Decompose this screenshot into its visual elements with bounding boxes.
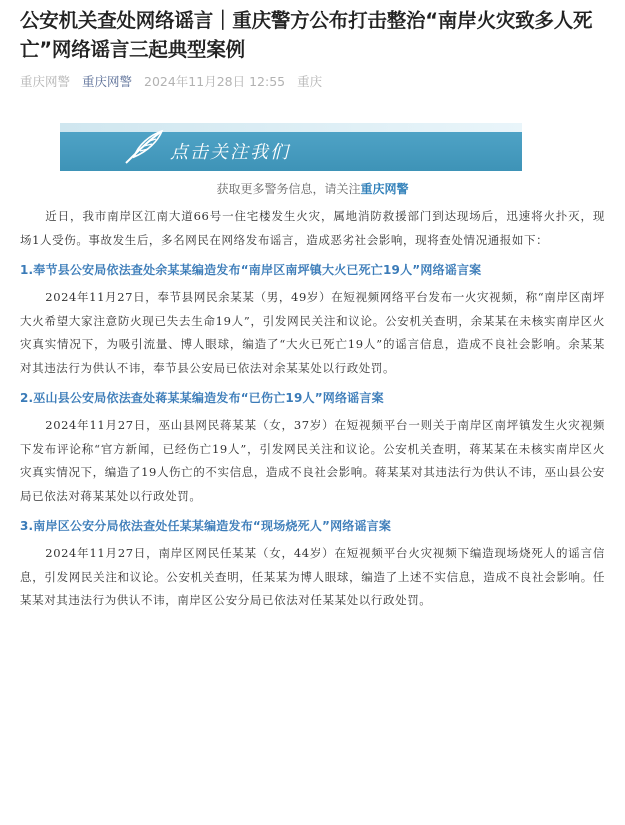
article-meta	[20, 73, 605, 91]
follow-prefix: 获取更多警务信息，请关注	[216, 182, 361, 196]
article-content	[20, 205, 605, 613]
meta-location: 重庆	[297, 74, 323, 89]
case-paragraph: 2024年11月27日，奉节县网民余某某（男，49岁）在短视频网络平台发布一火灾视频，称“南岸区南坪大火希望大家注意防火现已失去生命19人”，引发网民关注和议论。公安机关查明，余某某在未核实南岸区火灾真实情况下，为吸引流量、博人眼球，编造了“大火已死亡19人”的谣言信息，造成不良社会影响。余某某对其违法行为供认不讳，奉节县公安局已依法对余某某处以行政处罚。	[20, 290, 605, 375]
case-paragraph: 2024年11月27日，巫山县网民蒋某某（女，37岁）在短视频平台一则关于南岸区南坪镇发生火灾视频下发布评论称“官方新闻，已经伤亡19人”，引发网民关注和议论。公安机关查明，蒋某某在未核实南岸区火灾真实情况下，编造了19人伤亡的不实信息，造成不良社会影响。蒋某某对其违法行为供认不讳，巫山县公安局已依法对蒋某某处以行政处罚。	[20, 418, 605, 503]
meta-source: 重庆网警	[20, 74, 71, 89]
banner-text: 点击关注我们	[170, 142, 290, 163]
case-heading: 2.巫山县公安局依法查处蒋某某编造发布“已伤亡19人”网络谣言案	[20, 391, 384, 405]
case-paragraph: 2024年11月27日，南岸区网民任某某（女，44岁）在短视频平台火灾视频下编造现场烧死人的谣言信息，引发网民关注和议论。公安机关查明，任某某为博人眼球，编造了上述不实信息，造成不良社会影响。任某某对其违法行为供认不讳，南岸区公安分局已依法对任某某处以行政处罚。	[20, 546, 605, 607]
follow-banner[interactable]	[60, 123, 522, 171]
case-heading: 3.南岸区公安分局依法查处任某某编造发布“现场烧死人”网络谣言案	[20, 519, 392, 533]
meta-account-link[interactable]: 重庆网警	[82, 74, 133, 89]
follow-line	[20, 181, 605, 197]
feather-icon	[120, 127, 168, 167]
article-title: 公安机关查处网络谣言｜重庆警方公布打击整治“南岸火灾致多人死亡”网络谣言三起典型案例	[20, 9, 593, 61]
case-heading: 1.奉节县公安局依法查处余某某编造发布“南岸区南坪镇大火已死亡19人”网络谣言案	[20, 263, 482, 277]
follow-account-link[interactable]: 重庆网警	[360, 182, 409, 196]
intro-paragraph: 近日，我市南岸区江南大道66号一住宅楼发生火灾，属地消防救援部门到达现场后，迅速将火扑灭，现场1人受伤。事故发生后，多名网民在网络发布谣言，造成恶劣社会影响，现将查处情况通报如下：	[20, 209, 605, 247]
meta-datetime: 2024年11月28日 12:55	[144, 74, 286, 89]
